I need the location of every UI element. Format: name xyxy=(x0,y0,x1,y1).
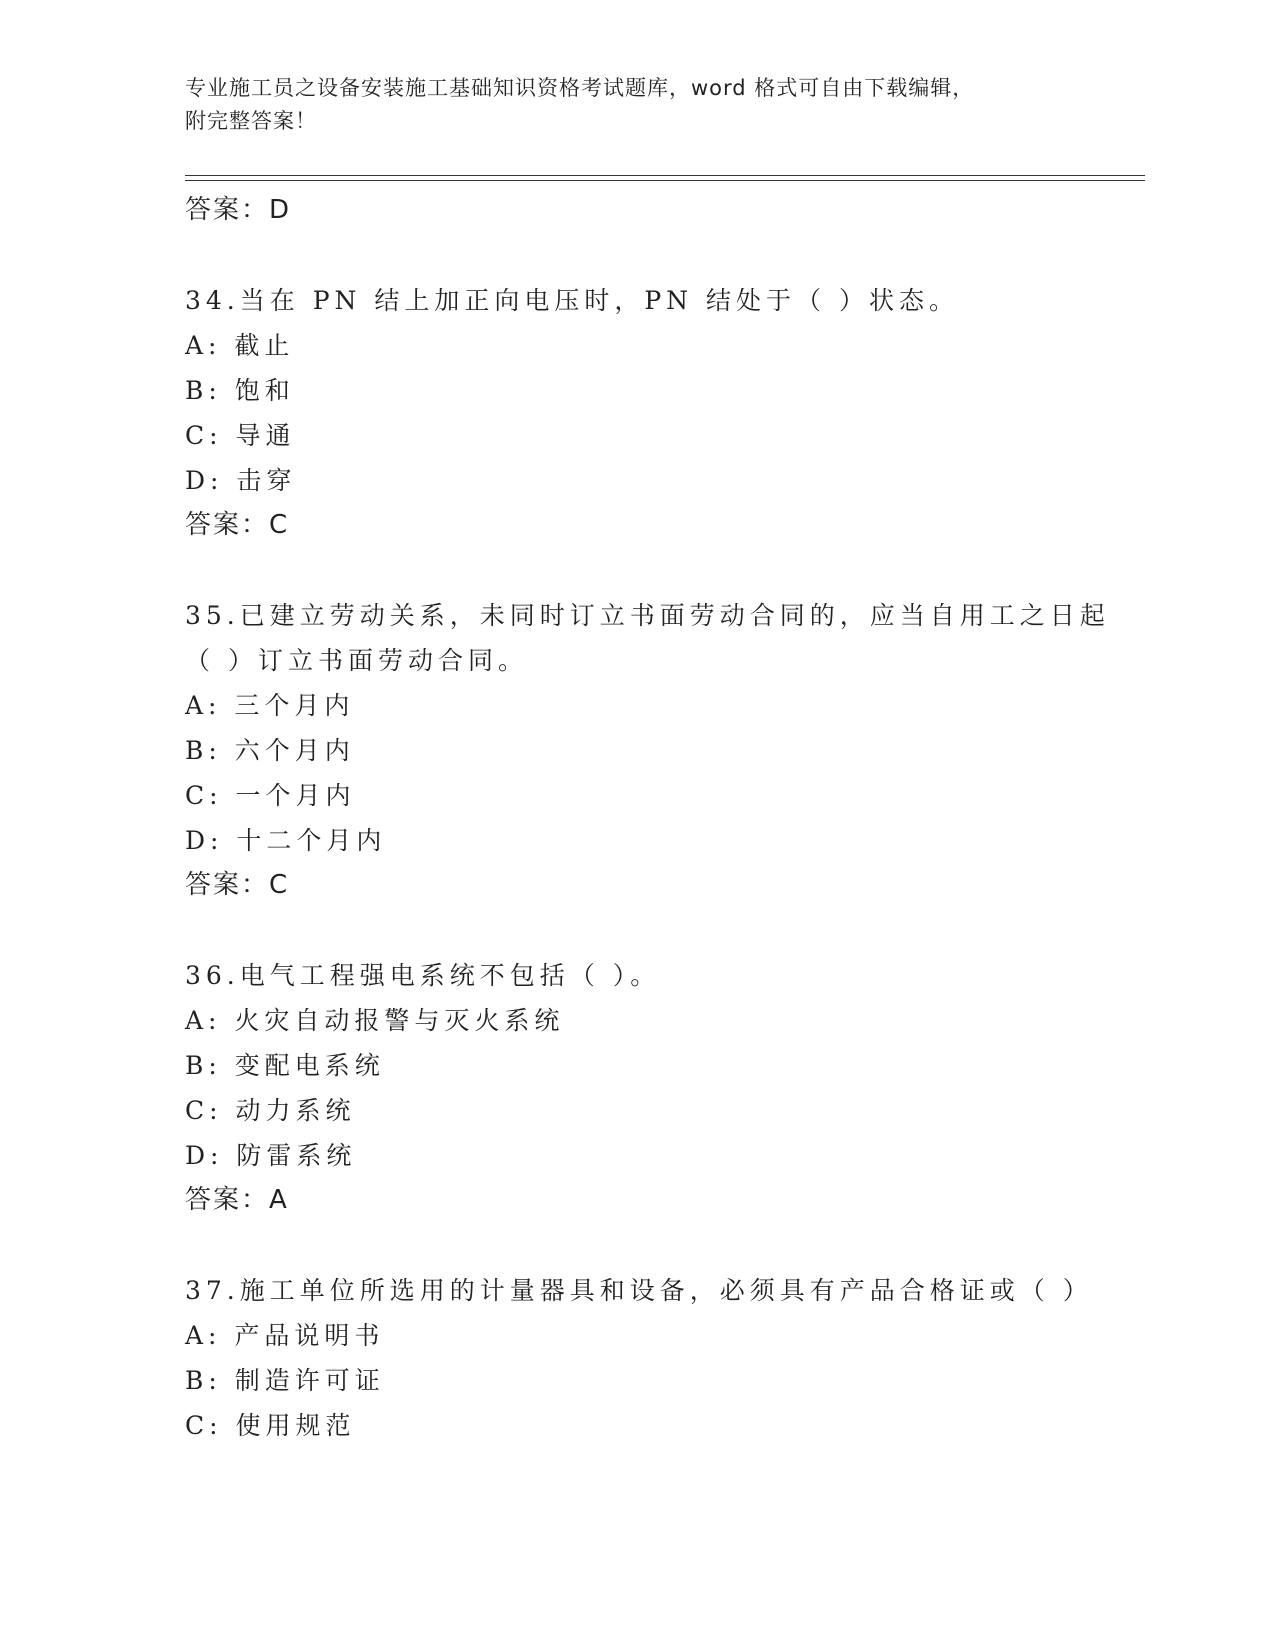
option-b: B: 饱和 xyxy=(185,376,295,405)
option-d: D: 击穿 xyxy=(185,466,297,495)
option-a: A: 截止 xyxy=(185,331,295,360)
header-line-1: 专业施工员之设备安装施工基础知识资格考试题库，word 格式可自由下载编辑， xyxy=(185,76,975,100)
option-b: B: 六个月内 xyxy=(185,736,355,765)
option-c: C: 动力系统 xyxy=(185,1096,356,1125)
answer: 答案：C xyxy=(185,870,290,900)
option-a: A: 火灾自动报警与灭火系统 xyxy=(185,1006,565,1035)
header-divider-bottom xyxy=(185,180,1145,181)
answer: 答案：A xyxy=(185,1185,289,1215)
option-b: B: 制造许可证 xyxy=(185,1366,385,1395)
option-d: D: 十二个月内 xyxy=(185,826,387,855)
question-stem-continued: （ ）订立书面劳动合同。 xyxy=(185,646,528,675)
option-b: B: 变配电系统 xyxy=(185,1051,385,1080)
spacer xyxy=(185,233,1145,278)
question-36 xyxy=(185,953,1145,1223)
question-35 xyxy=(185,593,1145,908)
spacer xyxy=(185,908,1145,953)
option-c: C: 导通 xyxy=(185,421,296,450)
option-d: D: 防雷系统 xyxy=(185,1141,357,1170)
option-a: A: 产品说明书 xyxy=(185,1321,385,1350)
question-stem: 37.施工单位所选用的计量器具和设备，必须具有产品合格证或（ ） xyxy=(185,1276,1093,1305)
spacer xyxy=(185,548,1145,593)
answer: 答案：C xyxy=(185,510,290,540)
question-37 xyxy=(185,1268,1145,1448)
header-divider-top xyxy=(185,175,1145,176)
header-line-2: 附完整答案！ xyxy=(185,109,317,133)
question-34 xyxy=(185,278,1145,548)
question-stem: 34.当在 PN 结上加正向电压时，PN 结处于（ ）状态。 xyxy=(185,286,959,315)
spacer xyxy=(185,1223,1145,1268)
option-c: C: 使用规范 xyxy=(185,1411,356,1440)
question-list xyxy=(185,188,1145,1448)
option-c: C: 一个月内 xyxy=(185,781,356,810)
document-header xyxy=(185,72,1065,138)
option-a: A: 三个月内 xyxy=(185,691,355,720)
question-stem: 36.电气工程强电系统不包括（ ）。 xyxy=(185,961,661,990)
question-stem: 35.已建立劳动关系，未同时订立书面劳动合同的，应当自用工之日起 xyxy=(185,601,1110,630)
previous-answer: 答案：D xyxy=(185,195,292,225)
